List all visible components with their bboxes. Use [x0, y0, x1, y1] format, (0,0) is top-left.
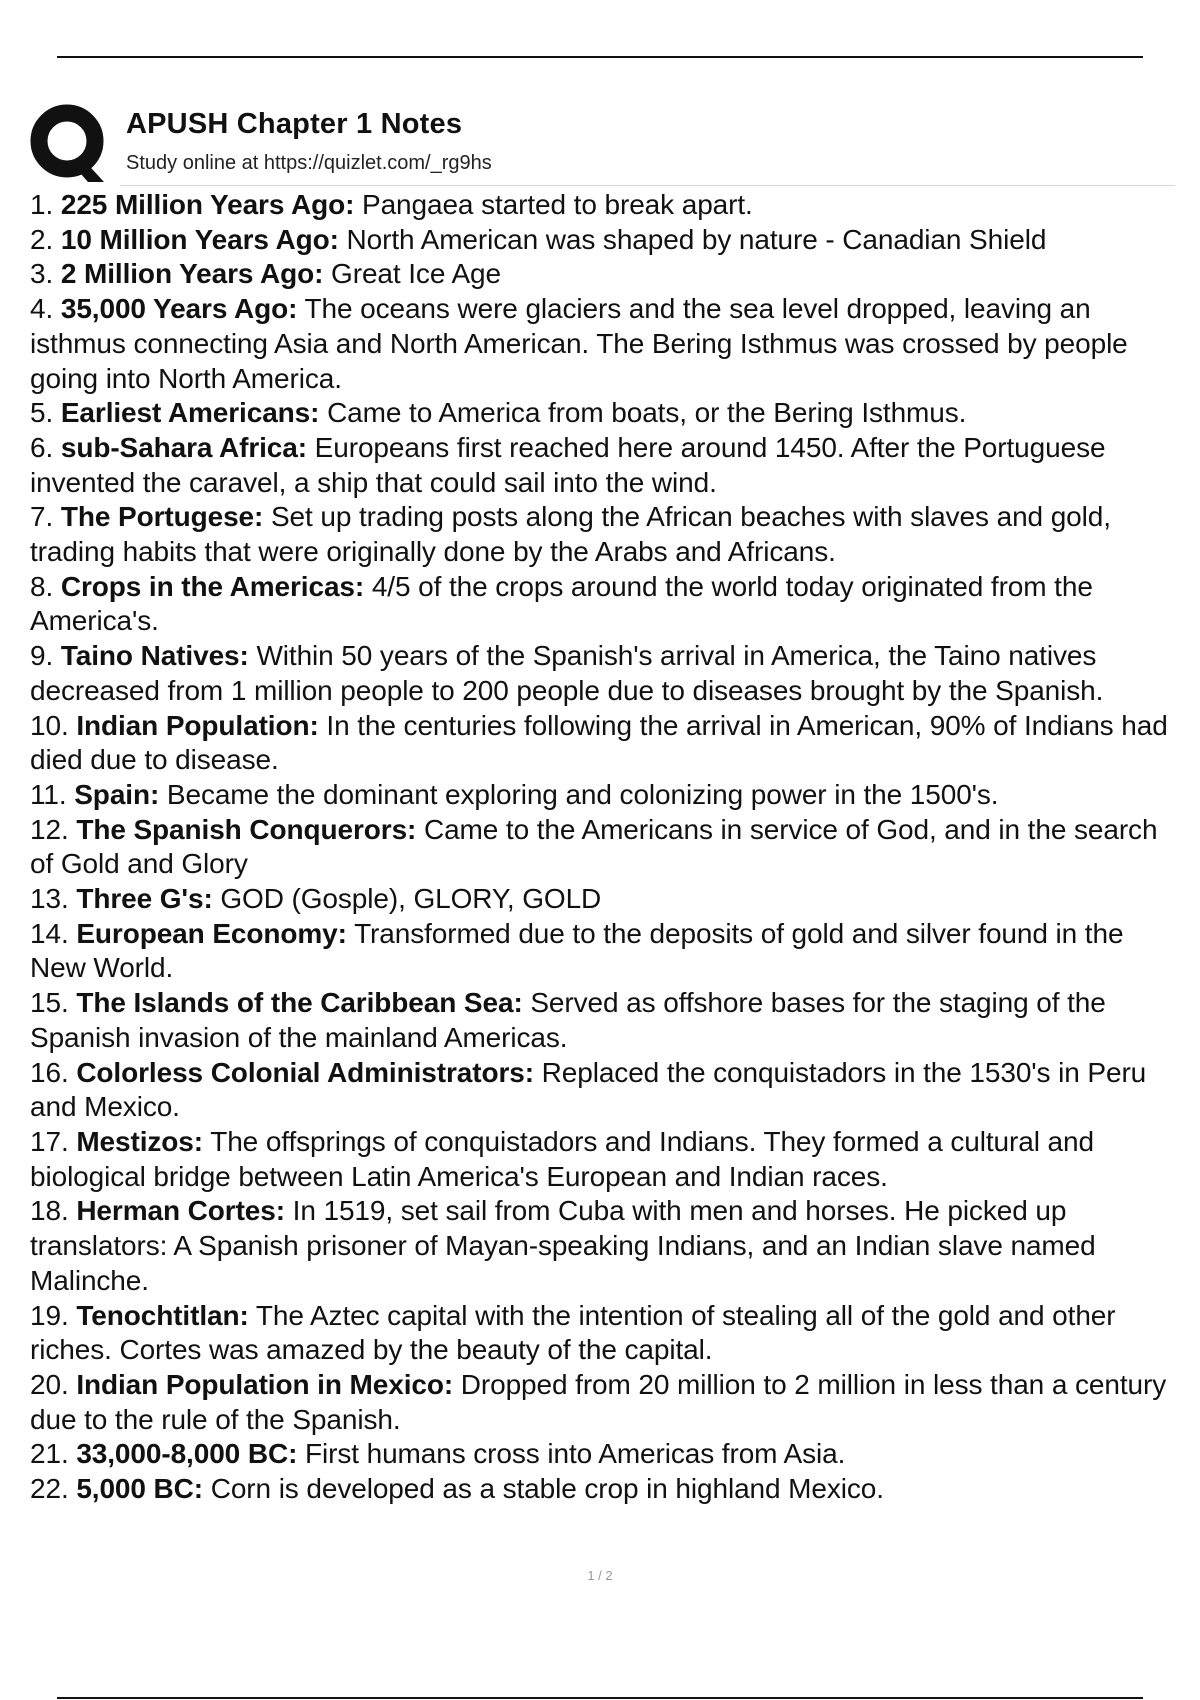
note-number: 11. [30, 778, 67, 810]
page-title: APUSH Chapter 1 Notes [126, 108, 463, 140]
note-term: 35,000 Years Ago: [60, 293, 298, 325]
note-text: North American was shaped by nature - Canadian Shield [346, 223, 1047, 255]
note-term: Crops in the Americas: [60, 570, 365, 602]
note-item [30, 639, 1178, 708]
note-item [30, 570, 1178, 639]
note-number: 13. [30, 883, 69, 915]
note-item [30, 223, 1178, 258]
note-item [30, 396, 1178, 431]
note-item [30, 813, 1178, 882]
note-number: 20. [30, 1368, 69, 1400]
note-item [30, 1194, 1178, 1298]
note-text: In 1519, set sail from Cuba with men and horses. He picked up translators: A Spanish prisoner of Mayan-speaking Indians, and an Indian slave named Malinche. [30, 1195, 1096, 1296]
note-number: 14. [30, 917, 69, 949]
note-term: The Portugese: [60, 501, 264, 533]
note-text: GOD (Gosple), GLORY, GOLD [220, 883, 602, 915]
note-number: 4. [30, 293, 54, 325]
note-term: The Spanish Conquerors: [76, 813, 417, 845]
note-text: Set up trading posts along the African beaches with slaves and gold, trading habits that were originally done by the Arabs and Africans. [30, 501, 1111, 568]
note-term: 10 Million Years Ago: [60, 223, 339, 255]
note-number: 10. [30, 709, 69, 741]
note-item [30, 292, 1178, 396]
note-number: 3. [30, 258, 54, 290]
note-number: 9. [30, 640, 54, 672]
note-term: Herman Cortes: [76, 1195, 285, 1227]
note-text: Corn is developed as a stable crop in highland Mexico. [210, 1473, 884, 1505]
note-term: Tenochtitlan: [76, 1299, 249, 1331]
note-number: 15. [30, 987, 69, 1019]
note-number: 6. [30, 431, 54, 463]
note-item [30, 709, 1178, 778]
note-number: 16. [30, 1056, 69, 1088]
note-number: 12. [30, 813, 69, 845]
note-number: 18. [30, 1195, 69, 1227]
note-text: The Aztec capital with the intention of stealing all of the gold and other riches. Cortes was amazed by the beauty of the capital. [30, 1299, 1116, 1366]
note-text: Dropped from 20 million to 2 million in less than a century due to the rule of the Spanish. [30, 1368, 1167, 1435]
bottom-rule [57, 1697, 1143, 1699]
note-term: 5,000 BC: [76, 1473, 204, 1505]
note-text: Became the dominant exploring and colonizing power in the 1500's. [166, 778, 999, 810]
note-number: 7. [30, 501, 54, 533]
note-text: The offsprings of conquistadors and Indians. They formed a cultural and biological bridge between Latin America's European and Indian races. [30, 1125, 1094, 1192]
note-text: Replaced the conquistadors in the 1530's in Peru and Mexico. [30, 1056, 1147, 1123]
note-number: 1. [30, 189, 54, 220]
quizlet-q-logo-icon [30, 104, 110, 184]
note-text: First humans cross into Americas from Asia. [304, 1438, 846, 1470]
note-text: The oceans were glaciers and the sea level dropped, leaving an isthmus connecting Asia and North American. The Bering Isthmus was crossed by people going into North America. [30, 293, 1128, 394]
note-text: Europeans first reached here around 1450. After the Portuguese invented the caravel, a ship that could sail into the wind. [30, 431, 1106, 498]
note-number: 21. [30, 1438, 69, 1470]
note-term: Taino Natives: [60, 640, 249, 672]
note-item [30, 188, 1178, 223]
note-term: Indian Population: [76, 709, 319, 741]
note-item [30, 1472, 1178, 1507]
note-item [30, 778, 1178, 813]
page-number: 1 / 2 [587, 1568, 613, 1583]
header-divider [120, 185, 1175, 186]
note-term: sub-Sahara Africa: [60, 431, 307, 463]
top-rule [57, 56, 1143, 58]
note-term: The Islands of the Caribbean Sea: [76, 987, 523, 1019]
note-text: Came to America from boats, or the Bering Isthmus. [327, 397, 967, 429]
note-item [30, 1299, 1178, 1368]
note-term: Colorless Colonial Administrators: [76, 1056, 534, 1088]
note-text: Came to the Americans in service of God, and in the search of Gold and Glory [30, 813, 1158, 880]
note-item [30, 1125, 1178, 1194]
note-number: 5. [30, 397, 54, 429]
note-item [30, 1056, 1178, 1125]
note-term: 225 Million Years Ago: [60, 189, 355, 220]
note-term: 2 Million Years Ago: [60, 258, 324, 290]
note-item [30, 1437, 1178, 1472]
document-header [30, 104, 1175, 188]
note-term: Mestizos: [76, 1125, 203, 1157]
study-link-text: Study online at https://quizlet.com/_rg9hs [126, 152, 492, 174]
note-item [30, 917, 1178, 986]
note-item [30, 1368, 1178, 1437]
note-text: In the centuries following the arrival in American, 90% of Indians had died due to disease. [30, 709, 1168, 776]
note-term: Indian Population in Mexico: [76, 1368, 454, 1400]
note-text: Pangaea started to break apart. [362, 189, 753, 220]
note-term: Three G's: [76, 883, 213, 915]
note-item [30, 257, 1178, 292]
notes-list [30, 188, 1178, 1507]
note-item [30, 882, 1178, 917]
note-number: 19. [30, 1299, 69, 1331]
note-term: 33,000-8,000 BC: [76, 1438, 298, 1470]
note-number: 2. [30, 223, 54, 255]
note-item [30, 986, 1178, 1055]
note-text: Transformed due to the deposits of gold and silver found in the New World. [30, 917, 1124, 984]
note-number: 17. [30, 1125, 69, 1157]
note-item [30, 500, 1178, 569]
note-text: Great Ice Age [331, 258, 501, 290]
note-number: 8. [30, 570, 54, 602]
note-text: Served as offshore bases for the staging of the Spanish invasion of the mainland Americas. [30, 987, 1106, 1053]
note-text: 4/5 of the crops around the world today originated from the America's. [30, 570, 1093, 637]
note-term: European Economy: [76, 917, 347, 949]
note-item [30, 431, 1178, 500]
note-text: Within 50 years of the Spanish's arrival in America, the Taino natives decreased from 1 million people to 200 people due to diseases brought by the Spanish. [30, 640, 1104, 706]
note-number: 22. [30, 1473, 69, 1505]
note-term: Earliest Americans: [60, 397, 320, 429]
note-term: Spain: [74, 778, 160, 810]
